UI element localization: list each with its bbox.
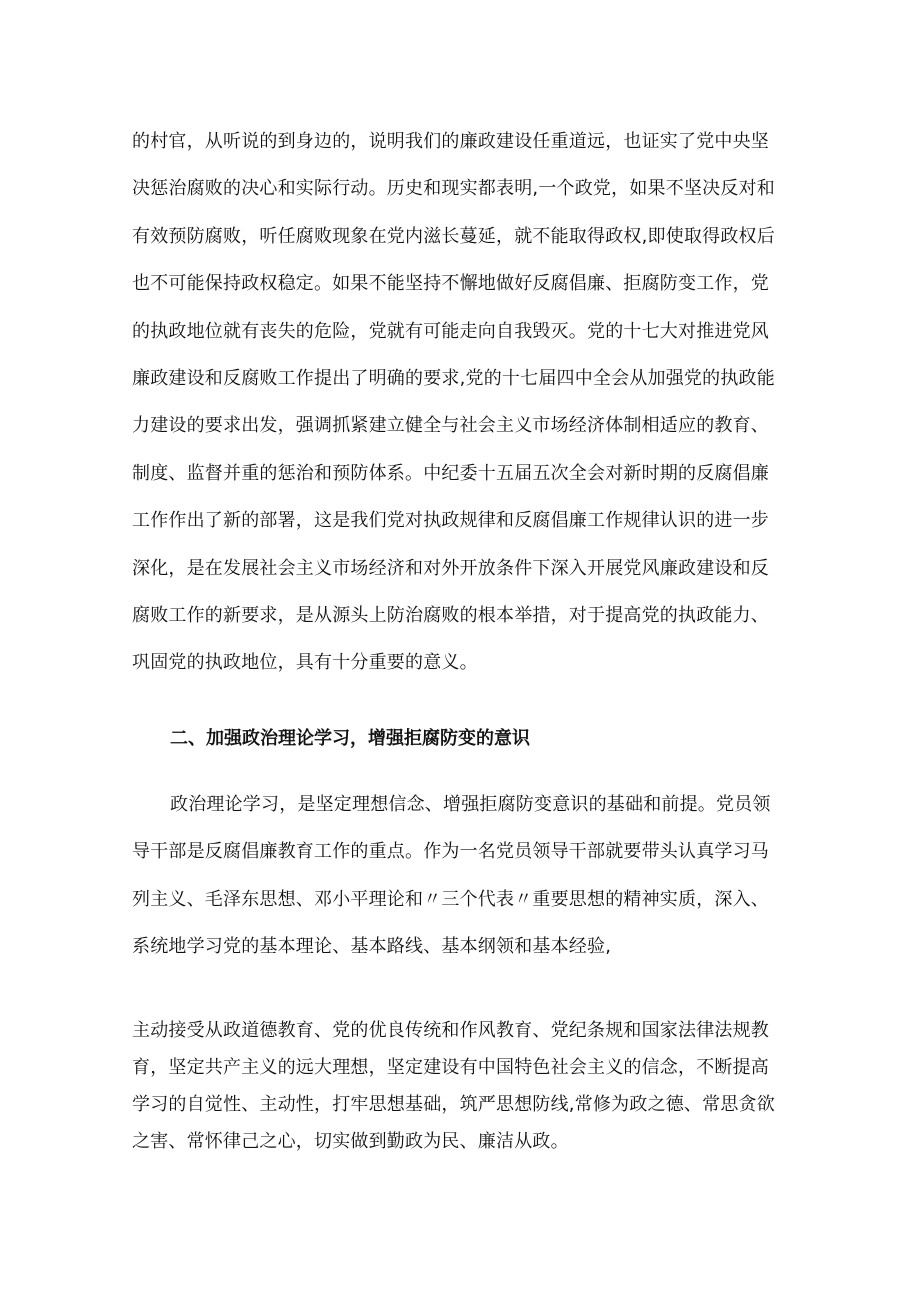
paragraph-3-line: 主动接受从政道德教育、党的优良传统和作风教育、党纪条规和国家法律法规教 (132, 1020, 769, 1041)
paragraph-2-line: 列主义、毛泽东思想、邓小平理论和〃三个代表〃重要思想的精神实质，深入、 (132, 888, 769, 910)
paragraph-1-line: 深化，是在发展社会主义市场经济和对外开放条件下深入开展党风廉政建设和反 (132, 557, 769, 579)
paragraph-1-line: 的村官，从听说的到身边的，说明我们的廉政建设任重道远，也证实了党中央坚 (132, 131, 769, 152)
paragraph-3-line: 学习的自觉性、主动性，打牢思想基础，筑严思想防线,常修为政之德、常思贪欲 (132, 1094, 775, 1115)
paragraph-1-line: 力建设的要求出发，强调抓紧建立健全与社会主义市场经济体制相适应的教育、 (132, 415, 769, 437)
paragraph-3 (132, 1012, 792, 1160)
paragraph-2-line: 导干部是反腐倡廉教育工作的重点。作为一名党员领导干部就要带头认真学习马 (132, 841, 769, 863)
paragraph-1-line: 工作作出了新的部署，这是我们党对执政规律和反腐倡廉工作规律认识的进一步 (132, 510, 769, 532)
paragraph-1 (132, 118, 792, 687)
paragraph-1-line: 决惩治腐败的决心和实际行动。历史和现实都表明,一个政党，如果不坚决反对和 (132, 178, 775, 200)
paragraph-3-line: 育，坚定共产主义的远大理想，坚定建设有中国特色社会主义的信念，不断提高 (132, 1057, 769, 1078)
paragraph-2-line: 政治理论学习，是坚定理想信念、增强拒腐防变意识的基础和前提。党员领 (170, 794, 771, 815)
paragraph-1-line: 有效预防腐败，听任腐败现象在党内滋长蔓延，就不能取得政权,即使取得政权后 (132, 225, 775, 247)
paragraph-2-line: 系统地学习党的基本理论、基本路线、基本纲领和基本经验, (132, 936, 612, 958)
paragraph-1-line: 也不可能保持政权稳定。如果不能坚持不懈地做好反腐倡廉、拒腐防变工作，党 (132, 273, 769, 295)
paragraph-3-line: 之害、常怀律己之心，切实做到勤政为民、廉洁从政。 (132, 1131, 569, 1152)
section-heading: 二、加强政治理论学习，增强拒腐防变的意识 (170, 728, 530, 749)
paragraph-2 (132, 781, 792, 971)
paragraph-1-line: 巩固党的执政地位，具有十分重要的意义。 (132, 652, 478, 674)
paragraph-1-line: 制度、监督并重的惩治和预防体系。中纪委十五届五次全会对新时期的反腐倡廉 (132, 462, 769, 484)
paragraph-1-line: 腐败工作的新要求，是从源头上防治腐败的根本举措，对于提高党的执政能力、 (132, 604, 769, 626)
paragraph-1-line: 的执政地位就有丧失的危险，党就有可能走向自我毁灭。党的十七大对推进党风 (132, 320, 769, 342)
paragraph-1-line: 廉政建设和反腐败工作提出了明确的要求,党的十七届四中全会从加强党的执政能 (132, 367, 775, 389)
